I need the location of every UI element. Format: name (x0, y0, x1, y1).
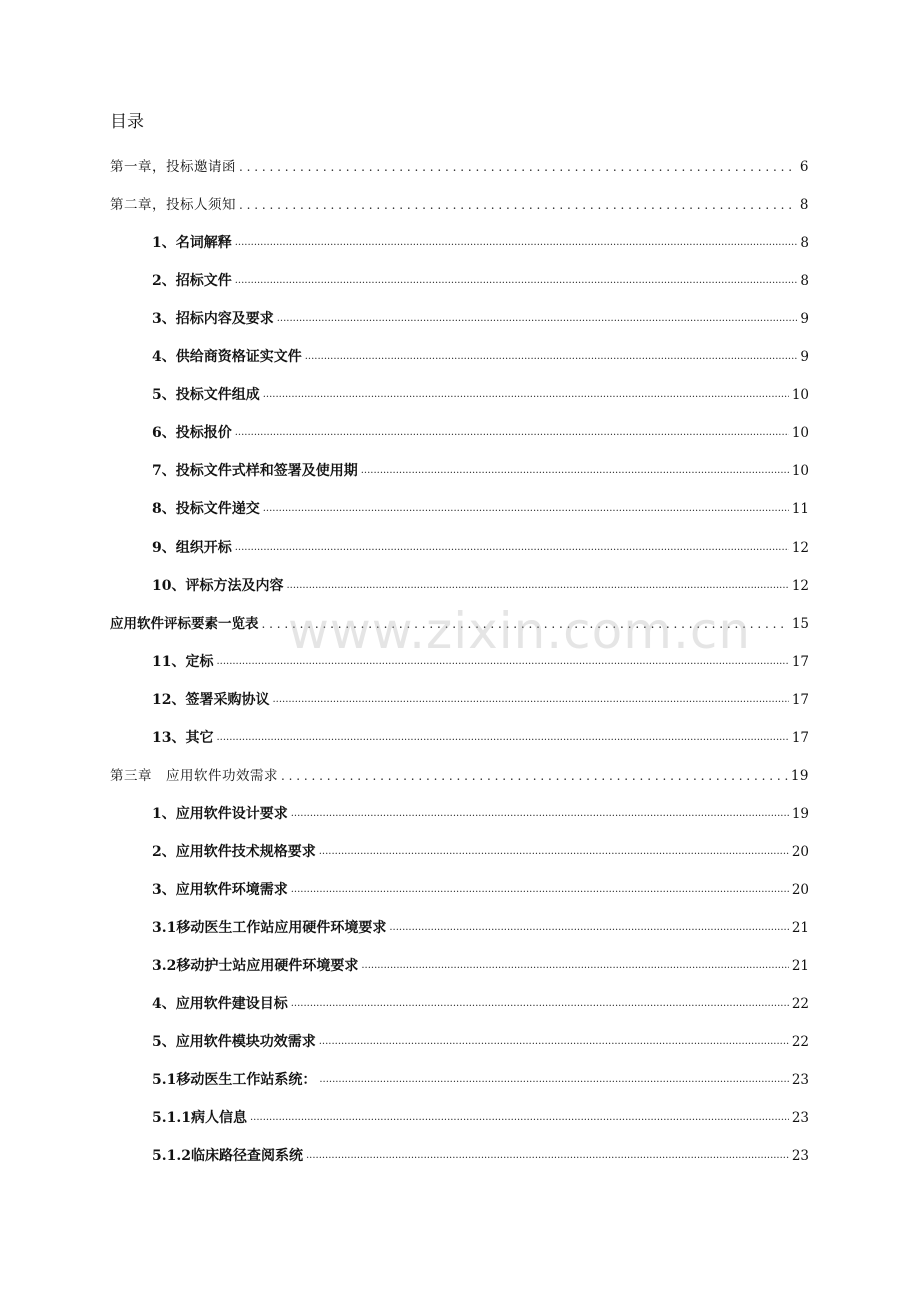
toc-entry-label: 8、投标文件递交 (152, 501, 260, 517)
toc-dot-leader (286, 575, 788, 597)
toc-dot-leader (272, 689, 788, 711)
toc-entry[interactable] (152, 346, 809, 368)
toc-dot-leader (262, 613, 789, 635)
toc-page-number: 11 (791, 501, 809, 517)
toc-page-number: 20 (791, 882, 809, 898)
toc-page-number: 22 (791, 996, 809, 1012)
toc-entry-label: 13、其它 (152, 730, 214, 746)
toc-page-number: 23 (791, 1072, 809, 1088)
toc-entry-label: 12、签署采购协议 (152, 692, 270, 708)
toc-entry[interactable] (152, 422, 809, 444)
toc-entry-label: 3、应用软件环境需求 (152, 882, 288, 898)
toc-dot-leader (389, 917, 788, 939)
toc-entry[interactable] (152, 803, 809, 825)
toc-entry[interactable] (152, 1145, 809, 1167)
toc-entry-label: 3.2移动护士站应用硬件环境要求 (152, 958, 359, 974)
toc-dot-leader (216, 727, 788, 749)
toc-entry-label: 5、投标文件组成 (152, 387, 260, 403)
toc-page-number: 10 (791, 387, 809, 403)
toc-entry-label: 5.1.2临床路径查阅系统 (152, 1148, 303, 1164)
toc-dot-leader (291, 993, 789, 1015)
toc-dot-leader (239, 156, 797, 178)
toc-entry-label: 第一章，投标邀请函 (110, 159, 236, 175)
toc-page-number: 19 (791, 806, 809, 822)
toc-page-number: 17 (791, 730, 809, 746)
toc-entry-label: 应用软件评标要素一览表 (110, 616, 259, 632)
toc-entry[interactable] (152, 460, 809, 482)
toc-dot-leader (235, 537, 789, 559)
toc-entry[interactable] (152, 727, 809, 749)
toc-dot-leader (277, 308, 798, 330)
toc-page-number: 10 (791, 463, 809, 479)
toc-dot-leader (361, 460, 789, 482)
toc-entry[interactable] (152, 917, 809, 939)
toc-page-number: 8 (799, 197, 809, 213)
toc-dot-leader (291, 803, 789, 825)
toc-dot-leader (306, 1145, 789, 1167)
toc-entry[interactable] (110, 194, 809, 216)
toc-entry-label: 4、应用软件建设目标 (152, 996, 288, 1012)
toc-dot-leader (291, 879, 789, 901)
toc-entry[interactable] (152, 955, 809, 977)
toc-page-number: 17 (791, 692, 809, 708)
toc-page-number: 8 (800, 235, 809, 251)
toc-entry-label: 10、评标方法及内容 (152, 578, 284, 594)
toc-dot-leader (319, 1031, 789, 1053)
toc-page-number: 22 (791, 1034, 809, 1050)
toc-page-number: 15 (791, 616, 809, 632)
toc-dot-leader (216, 651, 788, 673)
toc-dot-leader (235, 232, 798, 254)
toc-entry[interactable] (152, 498, 809, 520)
toc-page-number: 12 (791, 540, 809, 556)
toc-page-number: 9 (800, 349, 809, 365)
toc-entry-label: 3.1移动医生工作站应用硬件环境要求 (152, 920, 387, 936)
toc-entry[interactable] (110, 156, 809, 178)
toc-page-number: 10 (791, 425, 809, 441)
toc-entry[interactable] (152, 651, 809, 673)
toc-page-number: 20 (791, 844, 809, 860)
toc-entry[interactable] (152, 1069, 809, 1091)
toc-dot-leader (239, 194, 797, 216)
toc-page-number: 8 (800, 273, 809, 289)
toc-entry[interactable] (152, 1031, 809, 1053)
toc-entry-label: 1、名词解释 (152, 235, 232, 251)
watermark: www.zixin.com.cn (288, 602, 752, 660)
toc-dot-leader (250, 1107, 789, 1129)
toc-entry-label: 第二章，投标人须知 (110, 197, 236, 213)
toc-entry[interactable] (152, 841, 809, 863)
toc-entry-label: 7、投标文件式样和签署及使用期 (152, 463, 358, 479)
toc-entry-label: 11、定标 (152, 654, 214, 670)
toc-page-number: 9 (800, 311, 809, 327)
toc-entry[interactable] (152, 384, 809, 406)
toc-entry-label: 6、投标报价 (152, 425, 232, 441)
toc-page-number: 17 (791, 654, 809, 670)
toc-entry[interactable] (110, 613, 809, 635)
toc-entry-label: 2、应用软件技术规格要求 (152, 844, 316, 860)
toc-entry[interactable] (152, 270, 809, 292)
toc-entry[interactable] (152, 993, 809, 1015)
toc-page-number: 23 (791, 1110, 809, 1126)
toc-entry-label: 第三章 应用软件功效需求 (110, 768, 278, 784)
toc-page-number: 12 (791, 578, 809, 594)
toc-entry[interactable] (152, 232, 809, 254)
toc-entry[interactable] (152, 537, 809, 559)
toc-entry[interactable] (152, 308, 809, 330)
toc-entry-label: 1、应用软件设计要求 (152, 806, 288, 822)
toc-page-number: 21 (791, 920, 809, 936)
toc-page-number: 6 (799, 159, 809, 175)
toc-dot-leader (361, 955, 788, 977)
toc-entry-label: 9、组织开标 (152, 540, 232, 556)
toc-dot-leader (281, 765, 788, 787)
toc-dot-leader (235, 270, 798, 292)
toc-entry-label: 5.1.1病人信息 (152, 1110, 247, 1126)
toc-dot-leader (235, 422, 789, 444)
toc-entry-label: 5.1移动医生工作站系统： (152, 1072, 317, 1088)
toc-entry[interactable] (152, 575, 809, 597)
toc-entry-label: 4、供给商资格证实文件 (152, 349, 302, 365)
page-title: 目录 (110, 112, 144, 132)
toc-page-number: 23 (791, 1148, 809, 1164)
toc-entry[interactable] (110, 765, 809, 787)
toc-page-number: 19 (790, 768, 809, 784)
toc-entry[interactable] (152, 689, 809, 711)
toc-entry[interactable] (152, 1107, 809, 1129)
toc-dot-leader (305, 346, 798, 368)
toc-entry-label: 5、应用软件模块功效需求 (152, 1034, 316, 1050)
toc-entry[interactable] (152, 879, 809, 901)
toc-dot-leader (319, 1069, 788, 1091)
toc-entry-label: 2、招标文件 (152, 273, 232, 289)
toc-dot-leader (263, 384, 789, 406)
toc-page-number: 21 (791, 958, 809, 974)
toc-dot-leader (263, 498, 789, 520)
toc-dot-leader (319, 841, 789, 863)
toc-entry-label: 3、招标内容及要求 (152, 311, 274, 327)
